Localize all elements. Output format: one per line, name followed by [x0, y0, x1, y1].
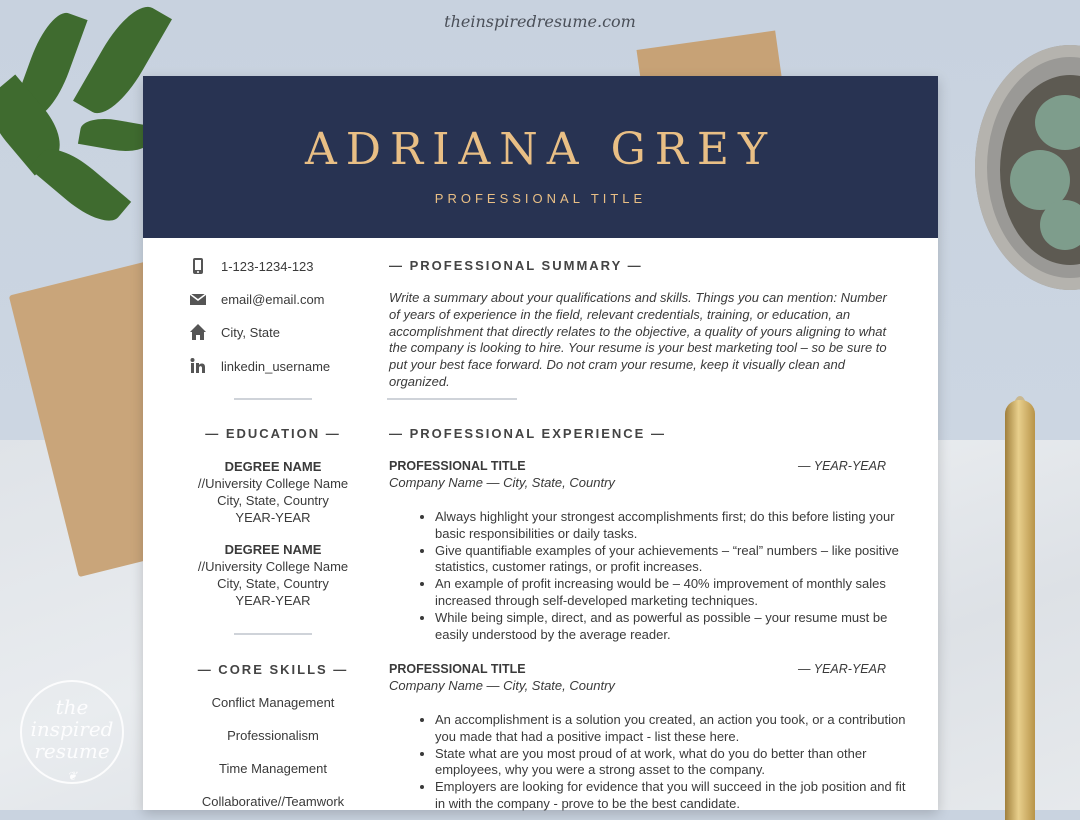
contact-email: email@email.com	[189, 288, 325, 310]
professional-title: PROFESSIONAL TITLE	[434, 191, 647, 206]
home-icon	[189, 323, 207, 341]
education-entry: DEGREE NAME //University College Name City, State, Country YEAR-YEAR	[197, 542, 349, 608]
left-divider	[234, 398, 312, 400]
list-item: • An example of profit increasing would be – 40% improvement of monthly sales increased through self-developed marketing techniques.	[435, 576, 913, 610]
summary-heading: — PROFESSIONAL SUMMARY —	[389, 258, 643, 273]
skill-item: Conflict Management	[211, 695, 335, 710]
contact-location: City, State	[189, 321, 280, 343]
email-icon	[189, 290, 207, 308]
skills-heading: — CORE SKILLS —	[197, 662, 349, 677]
list-item: • State what are you most proud of at work, what do you do better than other employees, why you were a strong asset to the company.	[435, 746, 913, 780]
gold-pen	[1005, 400, 1035, 820]
site-watermark: theinspiredresume.com	[444, 12, 636, 31]
list-item: • An accomplishment is a solution you created, an action you took, or a contribution you made that had a positive impact - list these here.	[435, 712, 913, 746]
job-company: Company Name — City, State, Country	[389, 475, 615, 490]
summary-text: Write a summary about your qualifications and skills. Things you can mention: Number of years of experience in the field, relevant credentials, training, or education, an accomplishment that directly relates to the objective, a quality of yours aligning to what the company is looking to hire. Your resume is your best marketing tool – so be sure to put your best face forward. Do not cram your resume, keep it visually clean and organized.	[389, 290, 887, 389]
contact-linkedin: linkedin_username	[189, 355, 330, 377]
list-item: • Employers are looking for evidence that you will succeed in the job position and fit in with the company - prove to be the best candidate.	[435, 779, 913, 813]
skill-item: Time Management	[219, 761, 327, 776]
job-title: PROFESSIONAL TITLE	[389, 459, 526, 473]
skill-item: Collaborative//Teamwork	[201, 794, 345, 809]
education-heading: — EDUCATION —	[205, 426, 341, 441]
candidate-name: ADRIANA GREY	[304, 124, 777, 175]
phone-icon	[189, 257, 207, 275]
job-bullets	[415, 509, 913, 643]
job-bullets	[415, 712, 913, 813]
contact-phone: 1-123-1234-123	[189, 255, 314, 277]
list-item: • Give quantifiable examples of your achievements – “real” numbers – like positive statistics, customer ratings, or profit increases.	[435, 543, 913, 577]
job-title: PROFESSIONAL TITLE	[389, 662, 526, 676]
job-company: Company Name — City, State, Country	[389, 678, 615, 693]
brand-logo: the inspired resume ❦	[20, 680, 124, 784]
job-years: — YEAR-YEAR	[798, 459, 886, 473]
list-item: • While being simple, direct, and as powerful as possible – your resume must be easily understood by the average reader.	[435, 610, 913, 644]
list-item: • Always highlight your strongest accomplishments first; do this before listing your basic responsibilities or daily tasks.	[435, 509, 913, 543]
resume-page	[143, 76, 938, 810]
resume-header	[143, 76, 938, 238]
experience-heading: — PROFESSIONAL EXPERIENCE —	[389, 426, 666, 441]
skill-item: Professionalism	[227, 728, 319, 743]
logo-leaf-icon: ❦	[66, 769, 78, 783]
education-entry: DEGREE NAME //University College Name City, State, Country YEAR-YEAR	[197, 459, 349, 525]
job-years: — YEAR-YEAR	[798, 662, 886, 676]
summary-divider	[387, 398, 517, 400]
left-divider	[234, 633, 312, 635]
linkedin-icon	[189, 357, 207, 375]
